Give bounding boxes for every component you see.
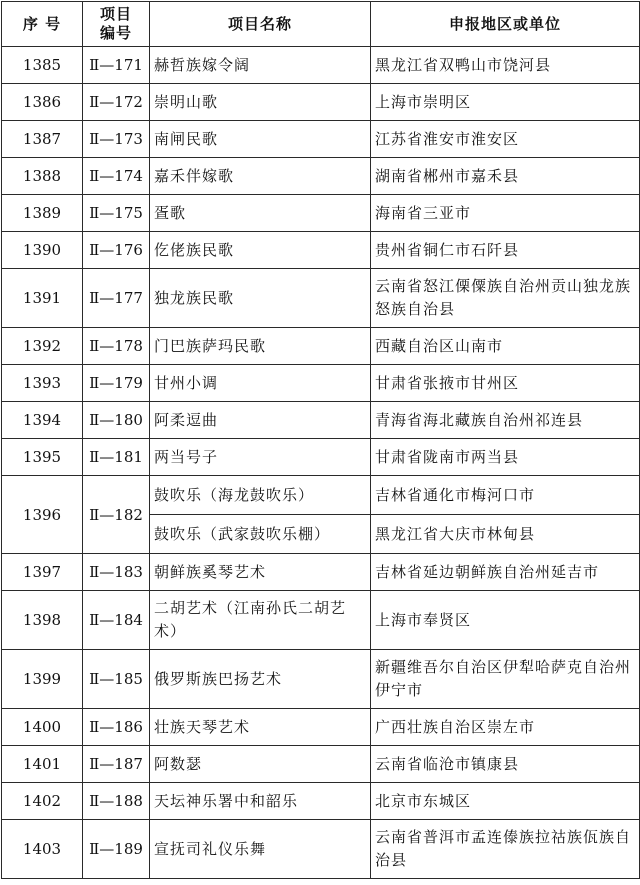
table-row <box>2 47 640 84</box>
code-cell: Ⅱ—181 <box>83 439 150 476</box>
table-row <box>2 402 640 439</box>
seq-cell: 1398 <box>2 591 83 650</box>
heritage-table <box>1 1 640 879</box>
code-cell: Ⅱ—178 <box>83 328 150 365</box>
name-cell: 壮族天琴艺术 <box>150 709 371 746</box>
seq-cell: 1386 <box>2 84 83 121</box>
seq-cell: 1403 <box>2 820 83 879</box>
code-cell: Ⅱ—180 <box>83 402 150 439</box>
code-cell: Ⅱ—171 <box>83 47 150 84</box>
table-row <box>2 820 640 879</box>
table-row <box>2 439 640 476</box>
name-cell: 仡佬族民歌 <box>150 232 371 269</box>
table-row <box>2 195 640 232</box>
seq-cell: 1396 <box>2 476 83 554</box>
code-cell: Ⅱ—175 <box>83 195 150 232</box>
name-cell: 天坛神乐署中和韶乐 <box>150 783 371 820</box>
area-cell: 甘肃省陇南市两当县 <box>371 439 640 476</box>
code-cell: Ⅱ—189 <box>83 820 150 879</box>
area-cell: 湖南省郴州市嘉禾县 <box>371 158 640 195</box>
table-header-row <box>2 2 640 47</box>
header-name: 项目名称 <box>150 2 371 47</box>
name-cell: 阿数瑟 <box>150 746 371 783</box>
table-row <box>2 476 640 515</box>
name-cell: 崇明山歌 <box>150 84 371 121</box>
seq-cell: 1388 <box>2 158 83 195</box>
area-cell: 江苏省淮安市淮安区 <box>371 121 640 158</box>
seq-cell: 1401 <box>2 746 83 783</box>
area-cell: 上海市崇明区 <box>371 84 640 121</box>
name-cell: 门巴族萨玛民歌 <box>150 328 371 365</box>
table-row <box>2 269 640 328</box>
header-area: 申报地区或单位 <box>371 2 640 47</box>
name-cell: 两当号子 <box>150 439 371 476</box>
area-cell: 吉林省通化市梅河口市 <box>371 476 640 515</box>
area-cell: 云南省临沧市镇康县 <box>371 746 640 783</box>
area-cell: 黑龙江省双鸭山市饶河县 <box>371 47 640 84</box>
code-cell: Ⅱ—179 <box>83 365 150 402</box>
name-cell: 二胡艺术（江南孙氏二胡艺术） <box>150 591 371 650</box>
area-cell: 青海省海北藏族自治州祁连县 <box>371 402 640 439</box>
code-cell: Ⅱ—174 <box>83 158 150 195</box>
code-cell: Ⅱ—182 <box>83 476 150 554</box>
code-cell: Ⅱ—185 <box>83 650 150 709</box>
header-code <box>83 2 150 47</box>
seq-cell: 1402 <box>2 783 83 820</box>
table-row <box>2 121 640 158</box>
code-cell: Ⅱ—176 <box>83 232 150 269</box>
seq-cell: 1399 <box>2 650 83 709</box>
area-cell: 广西壮族自治区崇左市 <box>371 709 640 746</box>
area-cell: 贵州省铜仁市石阡县 <box>371 232 640 269</box>
seq-cell: 1393 <box>2 365 83 402</box>
name-cell: 甘州小调 <box>150 365 371 402</box>
area-cell: 黑龙江省大庆市林甸县 <box>371 515 640 554</box>
area-cell: 上海市奉贤区 <box>371 591 640 650</box>
code-cell: Ⅱ—184 <box>83 591 150 650</box>
name-cell: 鼓吹乐（武家鼓吹乐棚） <box>150 515 371 554</box>
code-cell: Ⅱ—188 <box>83 783 150 820</box>
code-cell: Ⅱ—172 <box>83 84 150 121</box>
header-code-line1: 项目 <box>99 5 132 23</box>
seq-cell: 1390 <box>2 232 83 269</box>
seq-cell: 1394 <box>2 402 83 439</box>
area-cell: 西藏自治区山南市 <box>371 328 640 365</box>
table-row <box>2 554 640 591</box>
table-row <box>2 746 640 783</box>
area-cell: 北京市东城区 <box>371 783 640 820</box>
seq-cell: 1387 <box>2 121 83 158</box>
name-cell: 俄罗斯族巴扬艺术 <box>150 650 371 709</box>
seq-cell: 1400 <box>2 709 83 746</box>
table-row <box>2 328 640 365</box>
area-cell: 云南省怒江傈僳族自治州贡山独龙族怒族自治县 <box>371 269 640 328</box>
name-cell: 嘉禾伴嫁歌 <box>150 158 371 195</box>
seq-cell: 1397 <box>2 554 83 591</box>
name-cell: 南闸民歌 <box>150 121 371 158</box>
name-cell: 独龙族民歌 <box>150 269 371 328</box>
header-code-line2: 编号 <box>99 24 132 42</box>
name-cell: 赫哲族嫁令阔 <box>150 47 371 84</box>
seq-cell: 1385 <box>2 47 83 84</box>
seq-cell: 1395 <box>2 439 83 476</box>
code-cell: Ⅱ—186 <box>83 709 150 746</box>
area-cell: 新疆维吾尔自治区伊犁哈萨克自治州伊宁市 <box>371 650 640 709</box>
seq-cell: 1391 <box>2 269 83 328</box>
table-row <box>2 650 640 709</box>
code-cell: Ⅱ—177 <box>83 269 150 328</box>
name-cell: 疍歌 <box>150 195 371 232</box>
area-cell: 海南省三亚市 <box>371 195 640 232</box>
name-cell: 鼓吹乐（海龙鼓吹乐） <box>150 476 371 515</box>
code-cell: Ⅱ—183 <box>83 554 150 591</box>
table-row <box>2 365 640 402</box>
name-cell: 朝鲜族奚琴艺术 <box>150 554 371 591</box>
table-row <box>2 591 640 650</box>
table-row <box>2 158 640 195</box>
area-cell: 甘肃省张掖市甘州区 <box>371 365 640 402</box>
seq-cell: 1389 <box>2 195 83 232</box>
area-cell: 吉林省延边朝鲜族自治州延吉市 <box>371 554 640 591</box>
table-row <box>2 232 640 269</box>
table-row <box>2 783 640 820</box>
header-seq: 序 号 <box>2 2 83 47</box>
code-cell: Ⅱ—187 <box>83 746 150 783</box>
code-cell: Ⅱ—173 <box>83 121 150 158</box>
table-row <box>2 84 640 121</box>
table-row <box>2 709 640 746</box>
name-cell: 阿柔逗曲 <box>150 402 371 439</box>
seq-cell: 1392 <box>2 328 83 365</box>
name-cell: 宣抚司礼仪乐舞 <box>150 820 371 879</box>
area-cell: 云南省普洱市孟连傣族拉祜族佤族自治县 <box>371 820 640 879</box>
